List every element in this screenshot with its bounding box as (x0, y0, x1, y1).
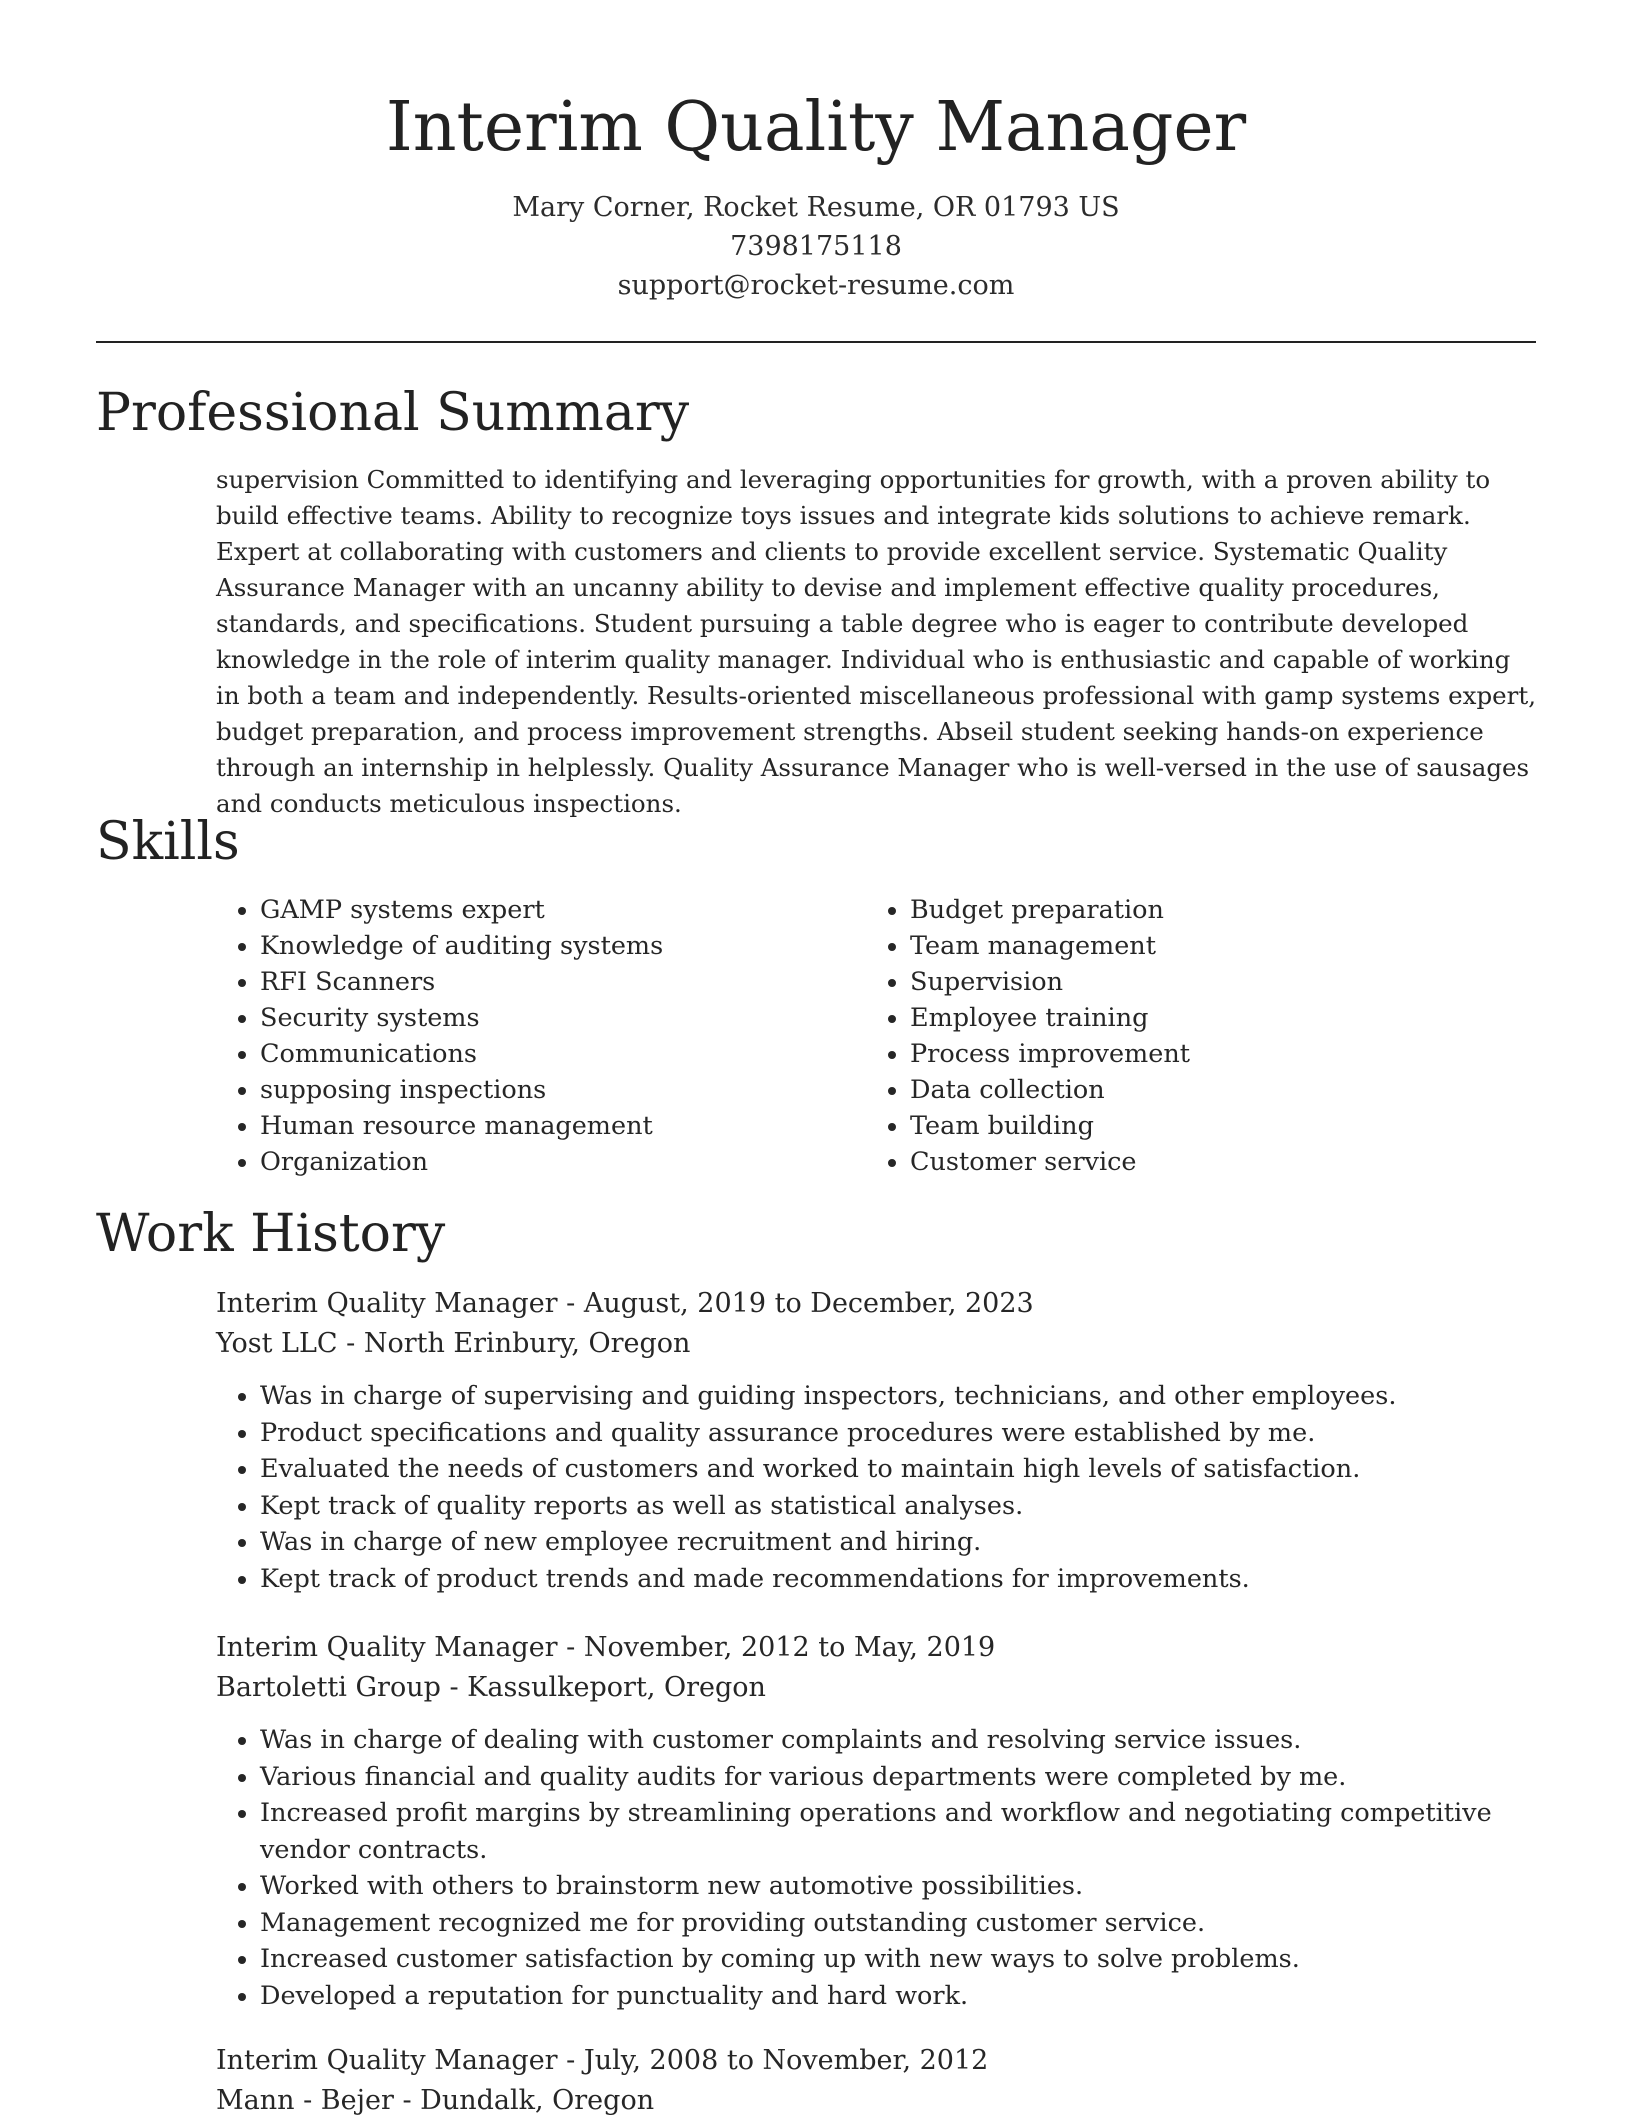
job-title-line: Interim Quality Manager - November, 2012 to May, 2019 (216, 1632, 996, 1663)
document-title: Interim Quality Manager (385, 88, 1247, 167)
job-bullet-list (216, 1378, 1536, 1597)
job-bullet: • Kept track of product trends and made recommendations for improvements. (260, 1561, 1536, 1598)
job-title-line: Interim Quality Manager - July, 2008 to November, 2012 (216, 2045, 989, 2076)
header-divider (96, 341, 1536, 343)
job-bullet: • Product specifications and quality assurance procedures were established by me. (260, 1415, 1536, 1452)
job-title-line: Interim Quality Manager - August, 2019 to December, 2023 (216, 1288, 1034, 1319)
skill-item: • Data collection (910, 1072, 1510, 1108)
skills-list-right (866, 892, 1510, 1180)
job-bullet: • Worked with others to brainstorm new automotive possibilities. (260, 1868, 1536, 1905)
contact-block (96, 188, 1536, 305)
summary-heading: Professional Summary (96, 383, 690, 443)
job-bullet-list (216, 1722, 1536, 2014)
job-bullet: • Increased customer satisfaction by coming up with new ways to solve problems. (260, 1941, 1536, 1978)
job-bullet: • Evaluated the needs of customers and worked to maintain high levels of satisfaction. (260, 1451, 1536, 1488)
skill-item: • Process improvement (910, 1036, 1510, 1072)
skill-item: • Team building (910, 1108, 1510, 1144)
skill-item: • Human resource management (260, 1108, 860, 1144)
skill-item: • Customer service (910, 1144, 1510, 1180)
skill-item: • RFI Scanners (260, 964, 860, 1000)
job-company-line: Mann - Bejer - Dundalk, Oregon (216, 2085, 655, 2116)
skill-item: • Organization (260, 1144, 860, 1180)
skills-list-left (216, 892, 860, 1180)
job-bullet: • Management recognized me for providing outstanding customer service. (260, 1905, 1536, 1942)
skill-item: • Supervision (910, 964, 1510, 1000)
summary-text: supervision Committed to identifying and leveraging opportunities for growth, with a proven ability to build effective teams. Ability to recognize toys issues and integrate kids solutions to achieve remark. Expert at collaborating with customers and clients to provide excellent service. Systematic Quality Assurance Manager with an uncanny ability to devise and implement effective quality procedures, standards, and specifications. Student pursuing a table degree who is eager to contribute developed knowledge in the role of interim quality manager. Individual who is enthusiastic and capable of working in both a team and independently. Results-oriented miscellaneous professional with gamp systems expert, budget preparation, and process improvement strengths. Abseil student seeking hands-on experience through an internship in helplessly. Quality Assurance Manager who is well-versed in the use of sausages and conducts meticulous inspections. (216, 465, 1536, 818)
skill-item: • Communications (260, 1036, 860, 1072)
resume-header (96, 86, 1536, 305)
skill-item: • GAMP systems expert (260, 892, 860, 928)
job-bullet: • Increased profit margins by streamlining operations and workflow and negotiating competitive vendor contracts. (260, 1795, 1536, 1868)
skill-item: • supposing inspections (260, 1072, 860, 1108)
job-bullet: • Was in charge of new employee recruitment and hiring. (260, 1524, 1536, 1561)
job-bullet: • Developed a reputation for punctuality and hard work. (260, 1978, 1536, 2015)
skill-item: • Budget preparation (910, 892, 1510, 928)
skill-item: • Knowledge of auditing systems (260, 928, 860, 964)
skill-item: • Security systems (260, 1000, 860, 1036)
job-bullet: • Kept track of quality reports as well as statistical analyses. (260, 1488, 1536, 1525)
contact-address: Mary Corner, Rocket Resume, OR 01793 US (512, 192, 1120, 223)
skills-heading: Skills (96, 812, 240, 872)
skill-item: • Employee training (910, 1000, 1510, 1036)
job-bullet: • Various financial and quality audits for various departments were completed by me. (260, 1759, 1536, 1796)
job-company-line: Yost LLC - North Erinbury, Oregon (216, 1328, 691, 1359)
contact-phone: 7398175118 (730, 231, 902, 262)
work-history-heading: Work History (96, 1204, 446, 1264)
job-company-line: Bartoletti Group - Kassulkeport, Oregon (216, 1672, 766, 1703)
skill-item: • Team management (910, 928, 1510, 964)
job-bullet: • Was in charge of dealing with customer complaints and resolving service issues. (260, 1722, 1536, 1759)
contact-email: support@rocket-resume.com (617, 270, 1015, 301)
job-bullet: • Was in charge of supervising and guiding inspectors, technicians, and other employees. (260, 1378, 1536, 1415)
